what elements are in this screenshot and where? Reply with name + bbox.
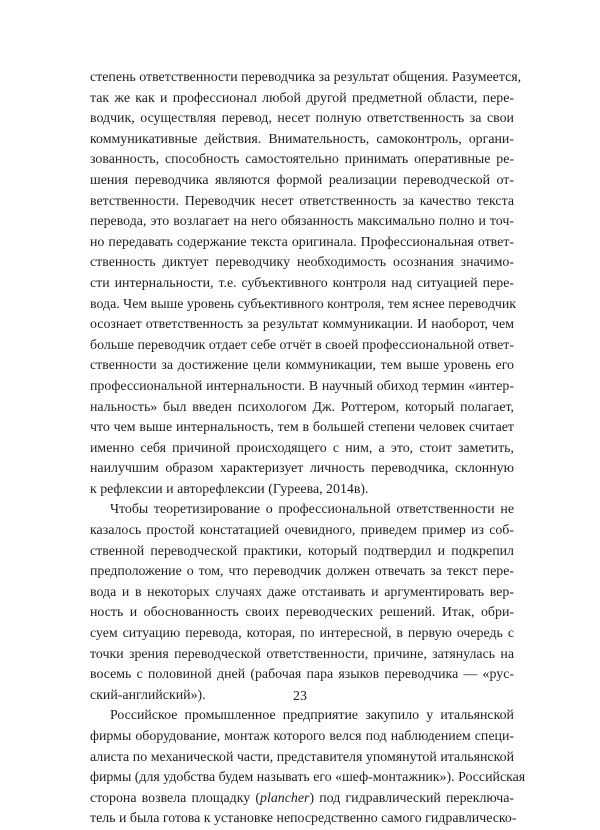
text-line: нальность» был введен психологом Дж. Роттером, который полагает, — [90, 399, 514, 415]
paragraph-2 — [90, 500, 514, 706]
text-line: перевода, это возлагает на него обязанность максимально полно и точ- — [90, 214, 514, 230]
text-line: фирмы (для удобства будем называть его «шеф-монтажник»). Российская — [90, 770, 526, 786]
page-number: 23 — [293, 689, 307, 704]
text-line: осознает ответственность за результат коммуникации. И наоборот, чем — [90, 317, 514, 333]
text-line: степень ответственности переводчика за результат общения. Разумеется, — [90, 70, 522, 85]
text-line: ственной переводческой практики, который подтвердил и подкрепил — [90, 543, 514, 559]
text-line: водчик, осуществляя перевод, несет полную ответственность за свои — [90, 111, 514, 127]
text-line: Российское промышленное предприятие закупило у итальянской — [110, 708, 514, 724]
text-line: фирмы оборудование, монтаж которого велся под наблюдением специ- — [90, 729, 514, 744]
text-line: Чтобы теоретизирование о профессиональной ответственности не — [110, 502, 514, 518]
text-line: ственность диктует переводчику необходимость осознания значимо- — [90, 255, 514, 271]
text-line: ность и обоснованность своих переводческих решений. Итак, обри- — [90, 605, 514, 621]
text-line: что чем выше интернальность, тем в большей степени человек считает — [90, 420, 514, 436]
text-line: алиста по механической части, представителя упомянутой итальянской — [90, 749, 514, 765]
body-text — [90, 68, 526, 830]
text-line: шения переводчика являются формой реализации переводческой от- — [90, 172, 514, 188]
paragraph-3 — [90, 706, 526, 830]
text-line: сти интернальности, т.е. субъективного контроля над ситуацией пере- — [90, 275, 514, 291]
text-line: наилучшим образом характеризует личность переводчика, склонную — [90, 461, 514, 477]
text-line: ветственности. Переводчик несет ответственность за качество текста — [90, 193, 514, 209]
text-line: вода и в некоторых случаях даже отстаивать и аргументировать вер- — [90, 584, 514, 600]
text-line: профессиональной интернальности. В научный обиход термин «интер- — [90, 378, 514, 394]
text-line: ский-английский»). — [90, 687, 206, 703]
text-line: именно себя причиной происходящего с ним, а это, стоит заметить, — [90, 440, 514, 456]
text-line: ственности за достижение цели коммуникации, тем выше уровень его — [90, 358, 514, 374]
text-line: вода. Чем выше уровень субъективного контроля, тем яснее переводчик — [90, 296, 517, 312]
text-line: казалось простой констатацией очевидного, приведем пример из соб- — [90, 523, 514, 539]
text-line: предположение о том, что переводчик должен отвечать за текст пере- — [90, 564, 514, 580]
text-line: зованность, способность самостоятельно принимать оперативные ре- — [90, 152, 514, 168]
italic-term: plancher — [260, 790, 310, 806]
text-line: к рефлексии и авторефлексии (Гуреева, 2014в). — [90, 481, 369, 497]
text-line: суем ситуацию перевода, которая, по интересной, в первую очередь с — [90, 626, 514, 642]
text-line: но передавать содержание текста оригинала. Профессиональная ответ- — [90, 234, 514, 250]
text-line: восемь с половиной дней (рабочая пара языков переводчика — «рус- — [90, 667, 514, 683]
text-line: тель и была готова к установке непосредственно самого гидравлическо- — [90, 811, 517, 827]
text-line: так же как и профессионал любой другой предметной области, пере- — [90, 90, 514, 106]
text-line: больше переводчик отдает себе отчёт в своей профессиональной ответ- — [90, 337, 514, 353]
text-line: коммуникативные действия. Внимательность, самоконтроль, органи- — [90, 131, 514, 147]
text-line: точки зрения переводческой ответственности, причине, затянулась на — [90, 646, 514, 662]
paragraph-1 — [90, 68, 522, 500]
text-line: сторона возвела площадку (plancher) под гидравлический переключа- — [90, 790, 515, 806]
